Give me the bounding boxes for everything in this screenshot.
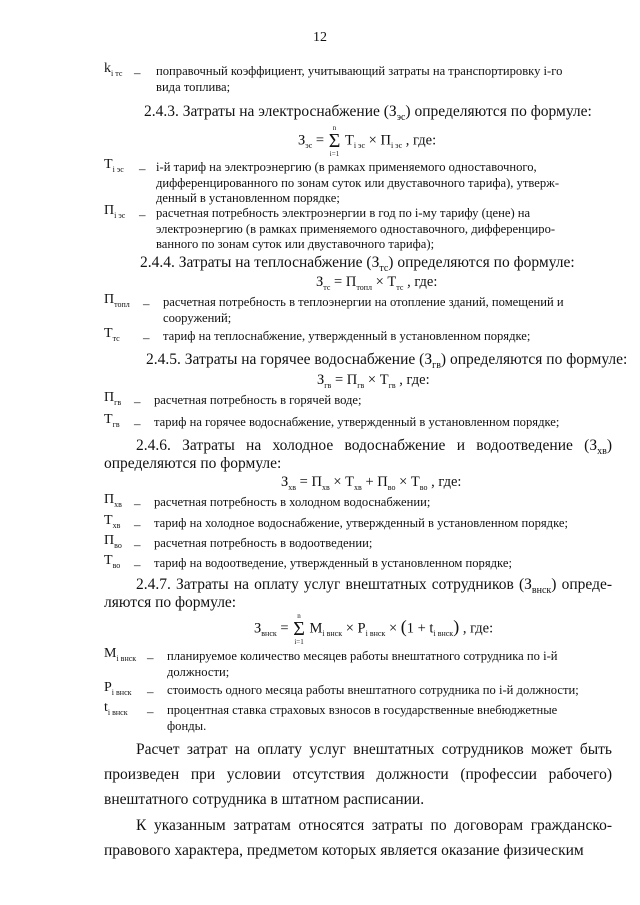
def-p-vnsk: стоимость одного месяца работы внештатного сотрудника по i-й должности; (167, 683, 579, 697)
var-p-hv: $П_{хв}$ (104, 492, 122, 509)
var-t-hv: $Т_{хв}$ (104, 513, 121, 530)
var-t-es: $T_{i эс}$ (104, 157, 124, 174)
def-p-vo: расчетная потребность в водоотведении; (154, 536, 373, 550)
var-t-vo: $Т_{во}$ (104, 553, 121, 570)
def-p-hv: расчетная потребность в холодном водоснабжении; (154, 495, 431, 509)
var-k-tc: $k_{i тс}$ (104, 61, 123, 78)
def-t-vnsk: процентная ставка страховых взносов в государственные внебюджетные фонды. (167, 703, 558, 733)
document-page: 12 $k_{i тс}$ – поправочный коэффициент, учитывающий затраты на транспортировку i-го вида топлива; 2.4.3. Затраты на электроснабжение $(З_{эс})$ определяются по формуле: $З_{эс} = n$ Σ i=1 $T_{i эс} \times П_{i эс}$ , где: $T_{i эс}$ – i-й тариф на электроэнергию (в рамках применяемого одноставочного, дифференцированного по зонам суток или двуставочного тарифа), утверж- денный в установленном порядке; $П_{i эс}$ – расчетная потребность электроэнергии в год по i-му тарифу (цене) на электроэнергию (в рамках применяемого одноставочного, дифференциро- ванного по зонам суток или двуставочного тарифа); 2.4.4. Затраты на теплоснабжение $(З_{тс})$ определяются по формуле: $З_{тс} = П_{топл} \times Т_{тс}$ , где: $П_{топл}$ – расчетная потребность в теплоэнергии на отопление зданий, помещений и сооружений; $Т_{тс}$ – тариф на теплоснабжение, утвержденный в установленном порядке; 2.4.5. Затраты на горячее водоснабжение $(З_{гв})$ определяются по формуле: $З_{гв} = П_{гв} \times Т_{гв}$ , где: $П_{гв}$ – расчетная потребность в горячей воде; $Т_{гв}$ – тариф на горячее водоснабжение, утвержденный в установленном порядке; 2.4.6. Затраты на холодное водоснабжение и водоотведение $(З_{хв})$ определяются по формуле: $З_{хв} = П_{хв} \times Т_{хв} + П_{во} \times Т_{во}$ , где: $П_{хв}$ – расчетная потребность в холодном водоснабжении; $Т_{хв}$ – тариф на холодное водоснабжение, утвержденный в установленном порядке; $П_{во}$ – расчетная потребность в водоотведении; $Т_{во}$ – тариф на водоотведение, утвержденный в установленном порядке; 2.4.7. Затраты на оплату услуг внештатных сотрудников $(З_{внск})$ опреде- ляются по формуле: $З_{внск} = n$ Σ i=1 $M_{i внск} \times P_{i внск} \times (1 + t_{i внск})$ , где: $M_{i внск}$ – планируемое количество месяцев работы внештатного сотрудника по i-й должности; $P_{i внск}$ – стоимость одного месяца работы внештатного сотрудника по i-й должности; $t_{i внск}$ – процентная ставка страховых взносов в государственные внебюджетные фонды. Расчет затрат на оплату услуг внештатных сотрудников может быть произведен при условии отсутствия должности (профессии рабочего) внештатного сотрудника в штатном расписании. К указанным затратам относятся затраты по договорам гражданско-правового характера, предметом которых является оказание физическим (0, 0, 640, 905)
def-t-gv: тариф на горячее водоснабжение, утвержденный в установленном порядке; (154, 415, 560, 429)
var-t-gv: $Т_{гв}$ (104, 412, 120, 429)
def-t-vo: тариф на водоотведение, утвержденный в установленном порядке; (154, 556, 512, 570)
heading-2-4-3: 2.4.3. Затраты на электроснабжение $(З_{эс})$ определяются по формуле: (144, 103, 592, 124)
var-m-vnsk: $M_{i внск}$ (104, 646, 137, 663)
def-k-tc: поправочный коэффициент, учитывающий затраты на транспортировку i-го вида топлива; (156, 64, 563, 94)
def-p-gv: расчетная потребность в горячей воде; (154, 393, 362, 407)
def-t-es: i-й тариф на электроэнергию (в рамках применяемого одноставочного, дифференцированного по зонам суток или двуставочного тарифа), утверж- денный в установленном порядке; (156, 160, 560, 205)
var-p-topl: $П_{топл}$ (104, 292, 130, 309)
var-t-vnsk: $t_{i внск}$ (104, 700, 128, 717)
formula-2-4-4: $З_{тс} = П_{топл} \times Т_{тс}$ , где: (316, 274, 438, 292)
heading-2-4-6-line1: 2.4.6. Затраты на холодное водоснабжение и водоотведение $(З_{хв})$ (136, 437, 612, 458)
def-p-es: расчетная потребность электроэнергии в год по i-му тарифу (цене) на электроэнергию (в рамках применяемого одноставочного, дифференциро- ванного по зонам суток или двуставочного тарифа); (156, 206, 556, 251)
var-p-gv: $П_{гв}$ (104, 390, 122, 407)
paragraph-1: Расчет затрат на оплату услуг внештатных сотрудников может быть произведен при условии отсутствия должности (профессии рабочего) внештатного сотрудника в штатном расписании. (104, 741, 612, 808)
formula-2-4-7: $З_{внск} = n$ Σ i=1 $M_{i внск} \times P_{i внск} \times (1 + t_{i внск})$ , где: (254, 612, 494, 646)
var-p-vo: $П_{во}$ (104, 533, 122, 550)
heading-2-4-7-line1: 2.4.7. Затраты на оплату услуг внештатных сотрудников $(З_{внск})$ опреде- (136, 576, 612, 597)
def-p-topl: расчетная потребность в теплоэнергии на отопление зданий, помещений и сооружений; (163, 295, 564, 325)
def-t-tc: тариф на теплоснабжение, утвержденный в установленном порядке; (163, 329, 531, 343)
formula-2-4-3: $З_{эс} = n$ Σ i=1 $T_{i эс} \times П_{i эс}$ , где: (298, 124, 437, 158)
var-t-tc: $Т_{тс}$ (104, 326, 120, 343)
paragraph-2: К указанным затратам относятся затраты по договорам гражданско-правового характера, предметом которых является оказание физическим (104, 817, 612, 859)
dash: – (134, 65, 141, 80)
def-m-vnsk: планируемое количество месяцев работы внештатного сотрудника по i-й должности; (167, 649, 558, 679)
page-number: 12 (313, 30, 327, 45)
heading-2-4-4: 2.4.4. Затраты на теплоснабжение $(З_{тс})$ определяются по формуле: (140, 254, 575, 275)
heading-2-4-7-line2: ляются по формуле: (104, 594, 237, 611)
heading-2-4-6-line2: определяются по формуле: (104, 455, 282, 472)
heading-2-4-5: 2.4.5. Затраты на горячее водоснабжение $(З_{гв})$ определяются по формуле: (146, 351, 628, 372)
var-p-vnsk: $P_{i внск}$ (104, 680, 132, 697)
formula-2-4-6: $З_{хв} = П_{хв} \times Т_{хв} + П_{во} \times Т_{во}$ , где: (281, 474, 462, 492)
formula-2-4-5: $З_{гв} = П_{гв} \times Т_{гв}$ , где: (317, 372, 430, 390)
def-t-hv: тариф на холодное водоснабжение, утвержденный в установленном порядке; (154, 516, 568, 530)
var-p-es: $П_{i эс}$ (104, 203, 126, 220)
